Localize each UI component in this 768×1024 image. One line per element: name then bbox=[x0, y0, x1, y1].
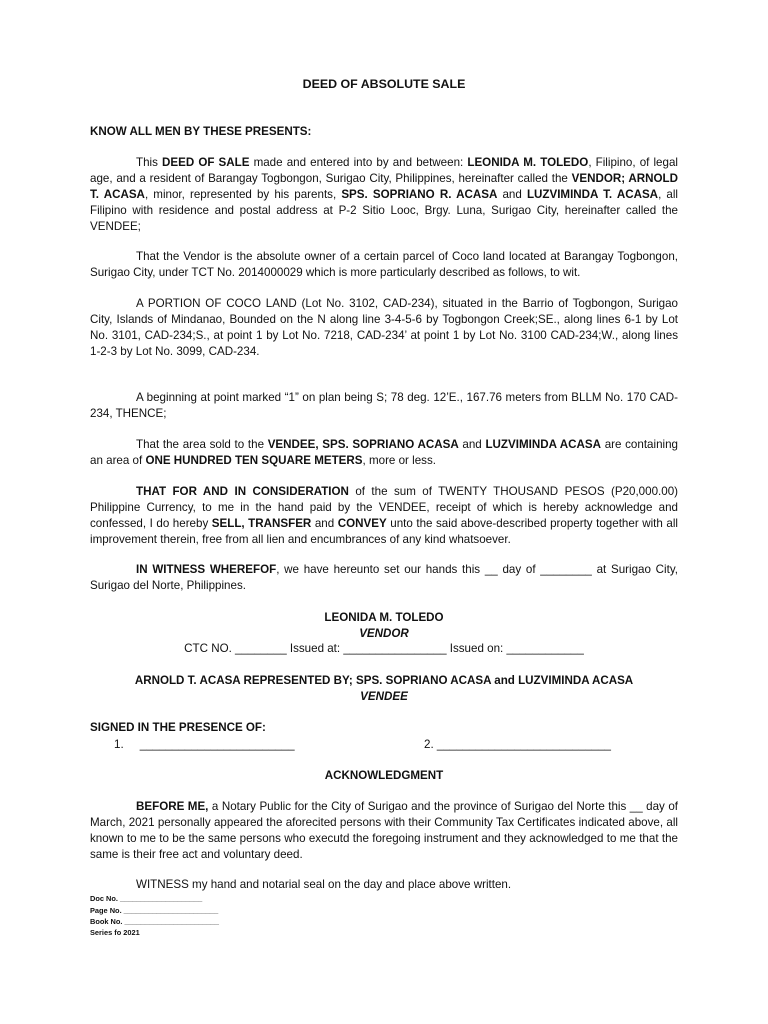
text-bold: SPS. SOPRIANO R. ACASA bbox=[341, 188, 498, 201]
text: a Notary Public for the City of Surigao and the province of Surigao del Norte this __ day of March, 2021 personally appeared the aforecited persons with their Community Tax Certificates indicated above, all known to me to be the same persons who executd the foregoing instrument and they acknowledged to me that the same is their free act and voluntary deed. bbox=[90, 800, 678, 861]
area-paragraph bbox=[90, 437, 678, 469]
vendee-name: ARNOLD T. ACASA REPRESENTED BY; SPS. SOPRIANO ACASA and LUZVIMINDA ACASA bbox=[134, 674, 634, 687]
acknowledgment-title: ACKNOWLEDGMENT bbox=[324, 769, 444, 782]
text: , minor, represented by his parents, bbox=[144, 188, 342, 201]
text-bold: ONE HUNDRED TEN SQUARE METERS bbox=[145, 454, 363, 467]
vendee-role: VENDEE bbox=[360, 690, 408, 703]
witness-1-line: 1. ________________________ bbox=[114, 738, 295, 751]
vendor-ctc-line: CTC NO. ________ Issued at: ________________ Issued on: ____________ bbox=[184, 642, 584, 655]
text: and bbox=[458, 438, 486, 451]
text-bold: LUZVIMINDA T. ACASA bbox=[526, 188, 659, 201]
text: and bbox=[311, 517, 338, 530]
text-bold: IN WITNESS WHEREFOF bbox=[136, 563, 277, 576]
text: , more or less. bbox=[362, 454, 436, 467]
series: Series fo 2021 bbox=[90, 928, 140, 937]
doc-no: Doc No. ____________________ bbox=[90, 894, 203, 903]
page-no: Page No. _______________________ bbox=[90, 906, 219, 915]
text-bold: SELL, TRANSFER bbox=[211, 517, 312, 530]
book-no: Book No. _______________________ bbox=[90, 917, 220, 926]
land-description-paragraph: A PORTION OF COCO LAND (Lot No. 3102, CAD-234), situated in the Barrio of Togbongon, Surigao City, Islands of Mindanao, Bounded on the N along line 3-4-5-6 by Togbongon Creek;SE., along lines 6-1 by Lot No. 3101, CAD-234;S., at point 1 by Lot No. 7218, CAD-234’ at point 1 by Lot No. 3100 CAD-234;W., along lines 1-2-3 by Lot No. 3099, CAD-234. bbox=[90, 297, 678, 358]
vendor-role: VENDOR bbox=[359, 627, 409, 640]
text: , we have hereunto set our hands this __ day of ________ at Surigao City, Surigao del Norte, Philippines. bbox=[90, 563, 678, 592]
text-bold: LUZVIMINDA ACASA bbox=[485, 438, 601, 451]
ownership-paragraph: That the Vendor is the absolute owner of a certain parcel of Coco land located at Barangay Togbongon, Surigao City, under TCT No. 2014000029 which is more particularly described as follows, to wit. bbox=[90, 250, 678, 279]
text-bold: DEED OF SALE bbox=[162, 156, 250, 169]
text: , all Filipino with residence and postal address at P-2 Sitio Looc, Brgy. Luna, Surigao City, hereinafter called the VENDEE; bbox=[90, 188, 679, 233]
text-bold: THAT FOR AND IN CONSIDERATION bbox=[136, 485, 349, 498]
text: , Filipino, of legal age, and a resident of Barangay Togbongon, Surigao City, Philippines, hereinafter called the bbox=[90, 156, 678, 185]
signed-presence-heading: SIGNED IN THE PRESENCE OF: bbox=[90, 721, 266, 734]
witness-whereof-paragraph bbox=[90, 562, 678, 594]
text: unto the said above-described property together with all improvement therein, free from all lien and encumbrances of any kind whatsoever. bbox=[90, 517, 678, 546]
consideration-paragraph bbox=[90, 484, 678, 548]
text-bold: VENDEE, SPS. SOPRIANO ACASA bbox=[267, 438, 459, 451]
vendor-name: LEONIDA M. TOLEDO bbox=[324, 611, 444, 624]
text: are containing an area of bbox=[90, 438, 678, 467]
beginning-point-paragraph: A beginning at point marked “1” on plan being S; 78 deg. 12’E., 167.76 meters from BLLM No. 170 CAD-234, THENCE; bbox=[90, 391, 678, 420]
text-bold: VENDOR; ARNOLD T. ACASA bbox=[90, 172, 678, 201]
know-all-heading: KNOW ALL MEN BY THESE PRESENTS: bbox=[90, 125, 312, 138]
acknowledgment-paragraph bbox=[90, 799, 678, 863]
text: That the area sold to the bbox=[136, 438, 268, 451]
text: of the sum of TWENTY THOUSAND PESOS (P20,000.00) Philippine Currency, to me in the hand paid by the VENDEE, receipt of which is hereby acknowledge and confessed, I do hereby bbox=[90, 485, 679, 530]
text-bold: BEFORE ME, bbox=[136, 800, 209, 813]
witness-2-line: 2. ___________________________ bbox=[424, 738, 611, 751]
document-title: DEED OF ABSOLUTE SALE bbox=[302, 77, 466, 91]
parties-paragraph bbox=[90, 155, 678, 235]
text-bold: LEONIDA M. TOLEDO bbox=[467, 156, 589, 169]
text: and bbox=[497, 188, 527, 201]
text-bold: CONVEY bbox=[337, 517, 387, 530]
witness-lines bbox=[90, 737, 678, 753]
text: This bbox=[136, 156, 163, 169]
text: made and entered into by and between: bbox=[249, 156, 468, 169]
witness-hand-line: WITNESS my hand and notarial seal on the day and place above written. bbox=[136, 878, 512, 891]
